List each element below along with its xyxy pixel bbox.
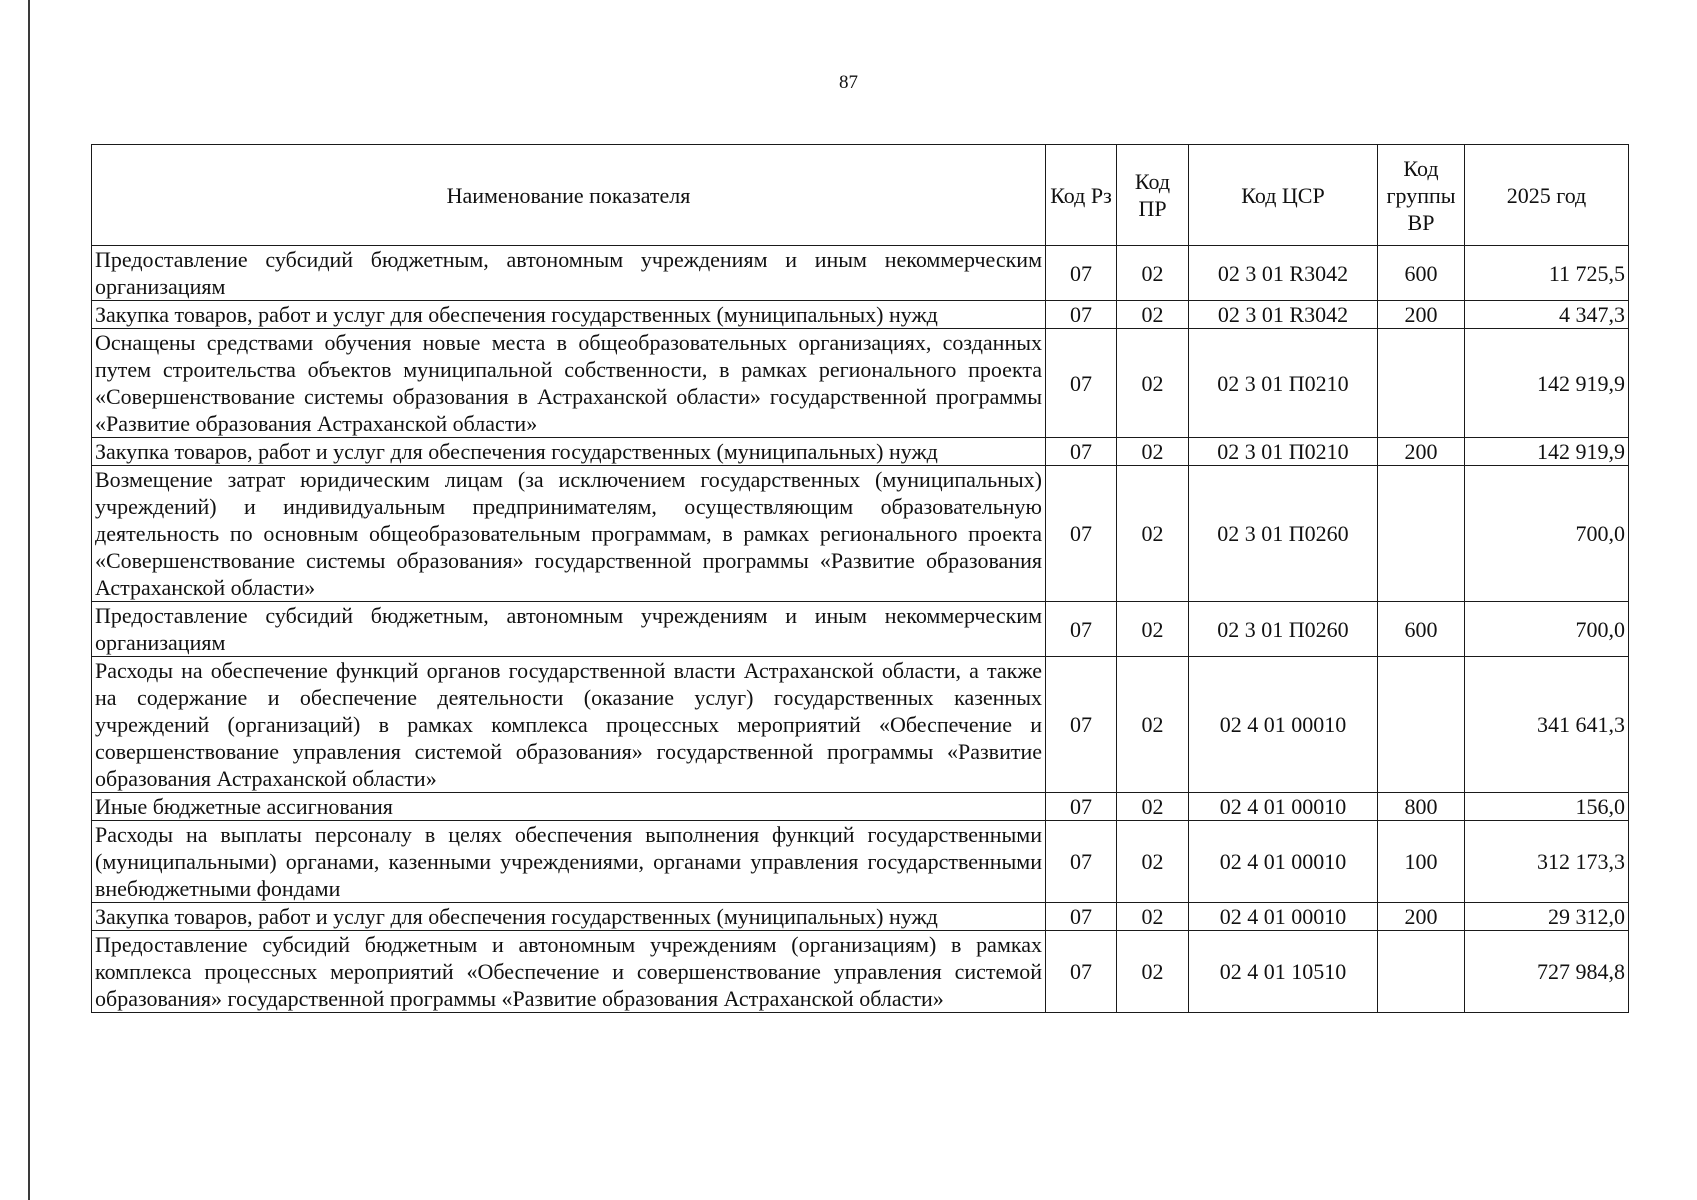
row-pr: 02 bbox=[1117, 821, 1189, 903]
row-csr: 02 4 01 00010 bbox=[1189, 903, 1378, 931]
row-rz: 07 bbox=[1046, 301, 1117, 329]
row-name: Предоставление субсидий бюджетным, автономным учреждениям и иным некоммерческим организациям bbox=[92, 246, 1046, 301]
row-pr: 02 bbox=[1117, 602, 1189, 657]
row-vr bbox=[1378, 466, 1465, 602]
row-rz: 07 bbox=[1046, 246, 1117, 301]
row-vr: 200 bbox=[1378, 301, 1465, 329]
row-name: Закупка товаров, работ и услуг для обеспечения государственных (муниципальных) нужд bbox=[92, 301, 1046, 329]
row-rz: 07 bbox=[1046, 657, 1117, 793]
row-name: Расходы на выплаты персоналу в целях обеспечения выполнения функций государственными (муниципальными) органами, казенными учреждениями, органами управления государственными внебюджетными фондами bbox=[92, 821, 1046, 903]
row-csr: 02 4 01 00010 bbox=[1189, 821, 1378, 903]
row-amount: 700,0 bbox=[1465, 466, 1629, 602]
row-csr: 02 3 01 П0210 bbox=[1189, 438, 1378, 466]
row-csr: 02 3 01 R3042 bbox=[1189, 301, 1378, 329]
table-row bbox=[92, 793, 1629, 821]
table-row bbox=[92, 602, 1629, 657]
row-pr: 02 bbox=[1117, 903, 1189, 931]
row-name: Предоставление субсидий бюджетным и автономным учреждениям (организациям) в рамках комплекса процессных мероприятий «Обеспечение и совершенствование управления системой образования» государственной программы «Развитие образования Астраханской области» bbox=[92, 931, 1046, 1013]
row-pr: 02 bbox=[1117, 931, 1189, 1013]
row-amount: 341 641,3 bbox=[1465, 657, 1629, 793]
row-vr bbox=[1378, 329, 1465, 438]
table-row bbox=[92, 931, 1629, 1013]
row-pr: 02 bbox=[1117, 793, 1189, 821]
row-csr: 02 4 01 00010 bbox=[1189, 793, 1378, 821]
row-rz: 07 bbox=[1046, 793, 1117, 821]
row-vr: 800 bbox=[1378, 793, 1465, 821]
row-rz: 07 bbox=[1046, 602, 1117, 657]
row-pr: 02 bbox=[1117, 657, 1189, 793]
row-rz: 07 bbox=[1046, 438, 1117, 466]
header-name: Наименование показателя bbox=[92, 145, 1046, 246]
row-pr: 02 bbox=[1117, 466, 1189, 602]
row-vr: 600 bbox=[1378, 602, 1465, 657]
table-row bbox=[92, 821, 1629, 903]
row-vr bbox=[1378, 931, 1465, 1013]
budget-table bbox=[91, 144, 1629, 1013]
header-csr: Код ЦСР bbox=[1189, 145, 1378, 246]
row-csr: 02 3 01 R3042 bbox=[1189, 246, 1378, 301]
row-amount: 727 984,8 bbox=[1465, 931, 1629, 1013]
table-row bbox=[92, 466, 1629, 602]
row-name: Оснащены средствами обучения новые места в общеобразовательных организациях, созданных путем строительства объектов муниципальной собственности, в рамках регионального проекта «Совершенствование системы образования в Астраханской области» государственной программы «Развитие образования Астраханской области» bbox=[92, 329, 1046, 438]
header-pr: Код ПР bbox=[1117, 145, 1189, 246]
row-pr: 02 bbox=[1117, 301, 1189, 329]
row-csr: 02 3 01 П0210 bbox=[1189, 329, 1378, 438]
row-amount: 142 919,9 bbox=[1465, 329, 1629, 438]
table-row bbox=[92, 246, 1629, 301]
row-rz: 07 bbox=[1046, 329, 1117, 438]
row-amount: 156,0 bbox=[1465, 793, 1629, 821]
row-csr: 02 3 01 П0260 bbox=[1189, 466, 1378, 602]
row-vr: 200 bbox=[1378, 903, 1465, 931]
row-name: Расходы на обеспечение функций органов государственной власти Астраханской области, а также на содержание и обеспечение деятельности (оказание услуг) государственных казенных учреждений (организаций) в рамках комплекса процессных мероприятий «Обеспечение и совершенствование управления системой образования» государственной программы «Развитие образования Астраханской области» bbox=[92, 657, 1046, 793]
row-amount: 4 347,3 bbox=[1465, 301, 1629, 329]
row-name: Закупка товаров, работ и услуг для обеспечения государственных (муниципальных) нужд bbox=[92, 438, 1046, 466]
binding-margin-line bbox=[28, 0, 30, 1200]
row-pr: 02 bbox=[1117, 438, 1189, 466]
page-number: 87 bbox=[839, 72, 858, 93]
header-year: 2025 год bbox=[1465, 145, 1629, 246]
row-vr: 100 bbox=[1378, 821, 1465, 903]
row-rz: 07 bbox=[1046, 466, 1117, 602]
row-amount: 11 725,5 bbox=[1465, 246, 1629, 301]
row-name: Предоставление субсидий бюджетным, автономным учреждениям и иным некоммерческим организациям bbox=[92, 602, 1046, 657]
row-amount: 312 173,3 bbox=[1465, 821, 1629, 903]
table-row bbox=[92, 329, 1629, 438]
row-amount: 142 919,9 bbox=[1465, 438, 1629, 466]
row-amount: 700,0 bbox=[1465, 602, 1629, 657]
row-pr: 02 bbox=[1117, 246, 1189, 301]
row-rz: 07 bbox=[1046, 931, 1117, 1013]
row-rz: 07 bbox=[1046, 903, 1117, 931]
table-header-row bbox=[92, 145, 1629, 246]
row-csr: 02 4 01 00010 bbox=[1189, 657, 1378, 793]
row-vr bbox=[1378, 657, 1465, 793]
row-vr: 600 bbox=[1378, 246, 1465, 301]
header-vr: Код группы ВР bbox=[1378, 145, 1465, 246]
table-row bbox=[92, 301, 1629, 329]
table-row bbox=[92, 438, 1629, 466]
row-csr: 02 4 01 10510 bbox=[1189, 931, 1378, 1013]
row-vr: 200 bbox=[1378, 438, 1465, 466]
table-row bbox=[92, 657, 1629, 793]
row-amount: 29 312,0 bbox=[1465, 903, 1629, 931]
row-rz: 07 bbox=[1046, 821, 1117, 903]
row-name: Закупка товаров, работ и услуг для обеспечения государственных (муниципальных) нужд bbox=[92, 903, 1046, 931]
row-csr: 02 3 01 П0260 bbox=[1189, 602, 1378, 657]
header-rz: Код Рз bbox=[1046, 145, 1117, 246]
row-name: Иные бюджетные ассигнования bbox=[92, 793, 1046, 821]
row-name: Возмещение затрат юридическим лицам (за исключением государственных (муниципальных) учреждений) и индивидуальным предпринимателям, осуществляющим образовательную деятельность по основным общеобразовательным программам, в рамках регионального проекта «Совершенствование системы образования» государственной программы «Развитие образования Астраханской области» bbox=[92, 466, 1046, 602]
table-row bbox=[92, 903, 1629, 931]
row-pr: 02 bbox=[1117, 329, 1189, 438]
